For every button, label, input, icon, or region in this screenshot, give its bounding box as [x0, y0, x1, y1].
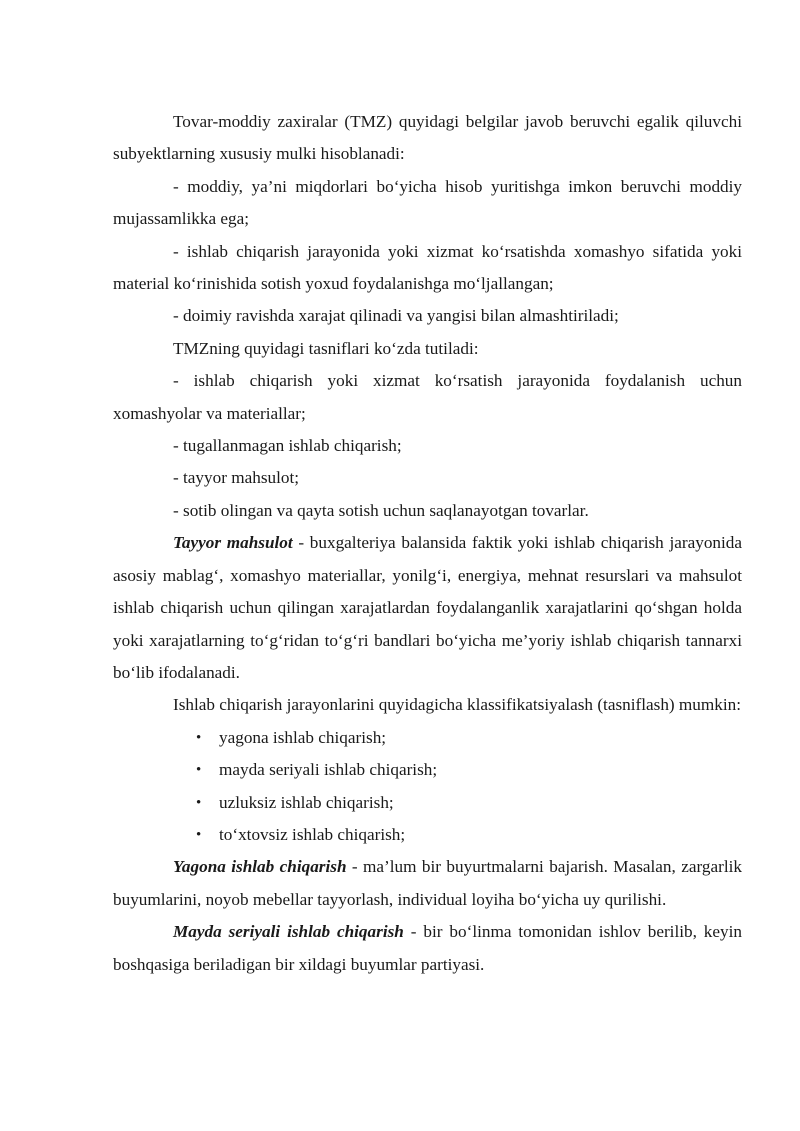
- list-item-text: mayda seriyali ishlab chiqarish;: [219, 760, 438, 780]
- paragraph-production-types-intro: Ishlab chiqarish jarayonlarini quyidagicha klassifikatsiyalash (tasniflash) mumkin:: [173, 695, 742, 715]
- bullet-icon: •: [196, 729, 202, 746]
- paragraph-class-1: - ishlab chiqarish yoki xizmat ko‘rsatish jarayonida foydalanish uchun xomashyolar va materiallar;: [113, 371, 742, 423]
- list-item-text: yagona ishlab chiqarish;: [219, 727, 387, 747]
- definition-finished-product: - buxgalteriya balansida faktik yoki ishlab chiqarish jarayonida asosiy mablag‘, xomashyo materiallar, yonilg‘i, energiya, mehnat resurslari va mahsulot ishlab chiqarish uchun qilingan xarajatlardan foydalanganlik xarajatlarini qo‘shgan holda yoki xarajatlarning to‘g‘ridan to‘g‘ri bandlari bo‘yicha me’yoriy ishlab chiqarish tannarxi bo‘lib ifodalanadi.: [113, 533, 742, 682]
- paragraph-criterion-1: - moddiy, ya’ni miqdorlari bo‘yicha hisob yuritishga imkon beruvchi moddiy mujassamlikka ega;: [113, 176, 742, 229]
- term-finished-product: Tayyor mahsulot: [173, 533, 293, 553]
- list-item: [113, 787, 742, 819]
- paragraph-criterion-3: - doimiy ravishda xarajat qilinadi va yangisi bilan almashtiriladi;: [173, 306, 619, 326]
- paragraph-small-batch-production: [113, 916, 742, 981]
- term-single-production: Yagona ishlab chiqarish: [173, 857, 347, 877]
- list-item: [113, 754, 742, 786]
- list-item-text: to‘xtovsiz ishlab chiqarish;: [219, 824, 406, 844]
- bullet-icon: •: [196, 762, 202, 779]
- document-body: [113, 106, 742, 981]
- definition-single-production: - ma’lum bir buyurtmalarni bajarish. Masalan, zargarlik buyumlarini, noyob mebellar tayyorlash, individual loyiha bo‘yicha uy qurilishi.: [113, 857, 742, 909]
- paragraph-finished-product: [113, 527, 742, 689]
- paragraph-class-2: - tugallanmagan ishlab chiqarish;: [173, 436, 402, 456]
- paragraph-classification-intro: TMZning quyidagi tasniflari ko‘zda tutiladi:: [173, 338, 479, 358]
- list-item: [113, 722, 742, 754]
- paragraph-criterion-2: - ishlab chiqarish jarayonida yoki xizmat ko‘rsatishda xomashyo sifatida yoki material ko‘rinishida sotish yoxud foydalanishga mo‘ljallangan;: [113, 241, 742, 294]
- paragraph-intro: Tovar-moddiy zaxiralar (TMZ) quyidagi belgilar javob beruvchi egalik qiluvchi subyektlarning xususiy mulki hisoblanadi:: [113, 112, 742, 164]
- paragraph-single-production: [113, 851, 742, 916]
- list-item-text: uzluksiz ishlab chiqarish;: [219, 792, 394, 812]
- definition-small-batch-production: - bir bo‘linma tomonidan ishlov berilib, keyin boshqasiga beriladigan bir xildagi buyumlar partiyasi.: [113, 922, 742, 974]
- bullet-icon: •: [196, 794, 202, 811]
- paragraph-class-4: - sotib olingan va qayta sotish uchun saqlanayotgan tovarlar.: [173, 500, 589, 520]
- paragraph-class-3: - tayyor mahsulot;: [173, 468, 300, 488]
- term-small-batch-production: Mayda seriyali ishlab chiqarish: [173, 922, 404, 942]
- list-item: [113, 819, 742, 851]
- production-types-list: [113, 722, 742, 852]
- bullet-icon: •: [196, 826, 202, 843]
